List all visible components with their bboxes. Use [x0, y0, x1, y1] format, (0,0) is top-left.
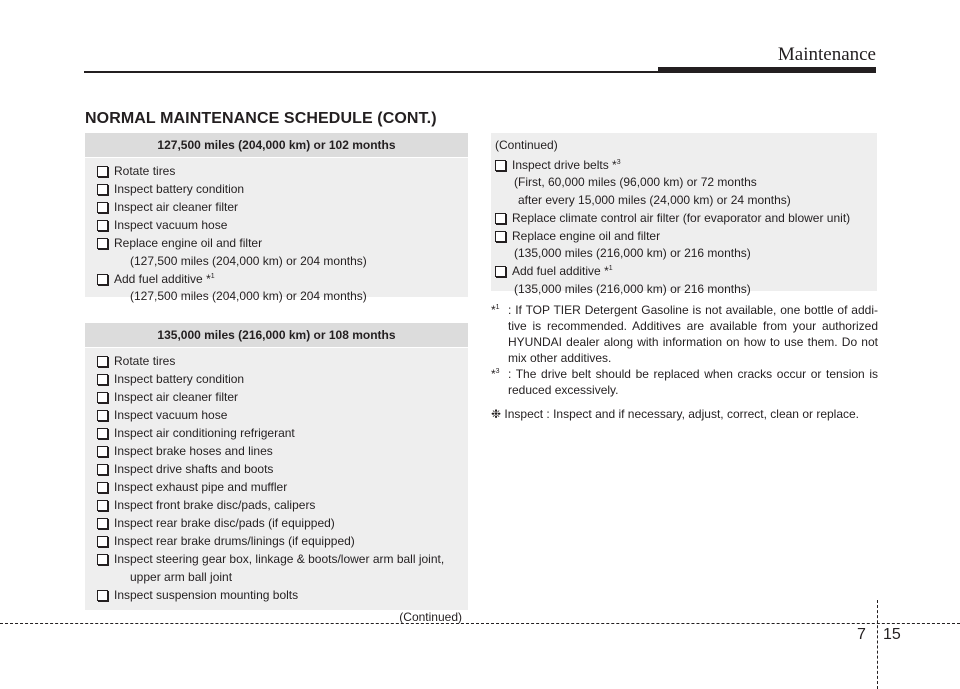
list-item: Inspect battery condition	[97, 371, 460, 389]
checkbox-icon	[97, 202, 108, 213]
continued-label: (Continued)	[399, 609, 462, 624]
page-number: 15	[883, 626, 901, 643]
list-item: Inspect drive shafts and boots	[97, 461, 460, 479]
checklist	[85, 348, 468, 609]
header-rule	[84, 71, 660, 73]
schedule-box-heading: 127,500 miles (204,000 km) or 102 months	[85, 133, 468, 158]
schedule-box-heading: 135,000 miles (216,000 km) or 108 months	[85, 323, 468, 348]
checkbox-icon	[97, 220, 108, 231]
continued-heading: (Continued)	[495, 138, 558, 152]
checkbox-icon	[97, 536, 108, 547]
checkbox-icon	[97, 500, 108, 511]
checkbox-icon	[97, 374, 108, 385]
list-item: Inspect air cleaner filter	[97, 389, 460, 407]
checklist	[491, 155, 877, 303]
header-rule-bold	[658, 67, 876, 73]
checkbox-icon	[97, 428, 108, 439]
footnote: *$^1$ : If TOP TIER Detergent Gasoline is not available, one bottle of addi-tive is recommended. Additives are available from your authorized HYUNDAI dealer along with information on how to use them. Do not mix other additives.	[491, 303, 878, 365]
list-item: Replace engine oil and filter (127,500 miles (204,000 km) or 204 months)	[97, 235, 460, 270]
list-item: Add fuel additive *$^1$ (127,500 miles (204,000 km) or 204 months)	[97, 271, 460, 306]
checkbox-icon	[97, 482, 108, 493]
checkbox-icon	[97, 464, 108, 475]
header-title: Maintenance	[777, 44, 876, 65]
inspect-note: ❉ Inspect : Inspect and if necessary, adjust, correct, clean or replace.	[491, 407, 860, 421]
list-item: Inspect battery condition	[97, 181, 460, 199]
checkbox-icon	[495, 160, 506, 171]
list-item: Inspect exhaust pipe and muffler	[97, 479, 460, 497]
schedule-box-continued	[491, 133, 877, 296]
list-item: Inspect vacuum hose	[97, 217, 460, 235]
checkbox-icon	[97, 166, 108, 177]
list-item: Inspect rear brake disc/pads (if equipped)	[97, 515, 460, 533]
checkbox-icon	[97, 590, 108, 601]
footnote: *$^3$ : The drive belt should be replaced when cracks occur or tension is reduced excessively.	[491, 367, 878, 397]
list-item: Rotate tires	[97, 353, 460, 371]
section-title: NORMAL MAINTENANCE SCHEDULE (CONT.)	[85, 110, 437, 127]
list-item: Rotate tires	[97, 163, 460, 181]
checkbox-icon	[97, 410, 108, 421]
footnotes	[491, 302, 878, 422]
checkbox-icon	[495, 231, 506, 242]
checkbox-icon	[97, 274, 108, 285]
list-item: Inspect drive belts *$^3$ (First, 60,000 miles (96,000 km) or 72 months after every 15,000 miles (24,000 km) or 24 months)	[495, 157, 869, 210]
list-item: Inspect brake hoses and lines	[97, 443, 460, 461]
list-item: Inspect air conditioning refrigerant	[97, 425, 460, 443]
list-item: Inspect steering gear box, linkage & boots/lower arm ball joint, upper arm ball joint	[97, 551, 460, 586]
footer-divider	[877, 600, 878, 689]
list-item: Inspect rear brake drums/linings (if equipped)	[97, 533, 460, 551]
checkbox-icon	[97, 518, 108, 529]
footer-rule	[0, 623, 960, 624]
list-item: Add fuel additive *$^1$ (135,000 miles (216,000 km) or 216 months)	[495, 263, 869, 298]
list-item: Inspect vacuum hose	[97, 407, 460, 425]
schedule-box-135000	[85, 323, 468, 624]
checkbox-icon	[97, 554, 108, 565]
checkbox-icon	[495, 266, 506, 277]
list-item: Inspect front brake disc/pads, calipers	[97, 497, 460, 515]
chapter-number: 7	[857, 626, 866, 643]
checkbox-icon	[97, 238, 108, 249]
checkbox-icon	[97, 392, 108, 403]
list-item: Replace engine oil and filter (135,000 miles (216,000 km) or 216 months)	[495, 228, 869, 263]
list-item: Inspect air cleaner filter	[97, 199, 460, 217]
schedule-box-127500	[85, 133, 468, 303]
checklist	[85, 158, 468, 310]
checkbox-icon	[97, 356, 108, 367]
list-item: Replace climate control air filter (for evaporator and blower unit)	[495, 210, 869, 228]
checkbox-icon	[97, 184, 108, 195]
checkbox-icon	[495, 213, 506, 224]
checkbox-icon	[97, 446, 108, 457]
list-item: Inspect suspension mounting bolts	[97, 587, 460, 605]
